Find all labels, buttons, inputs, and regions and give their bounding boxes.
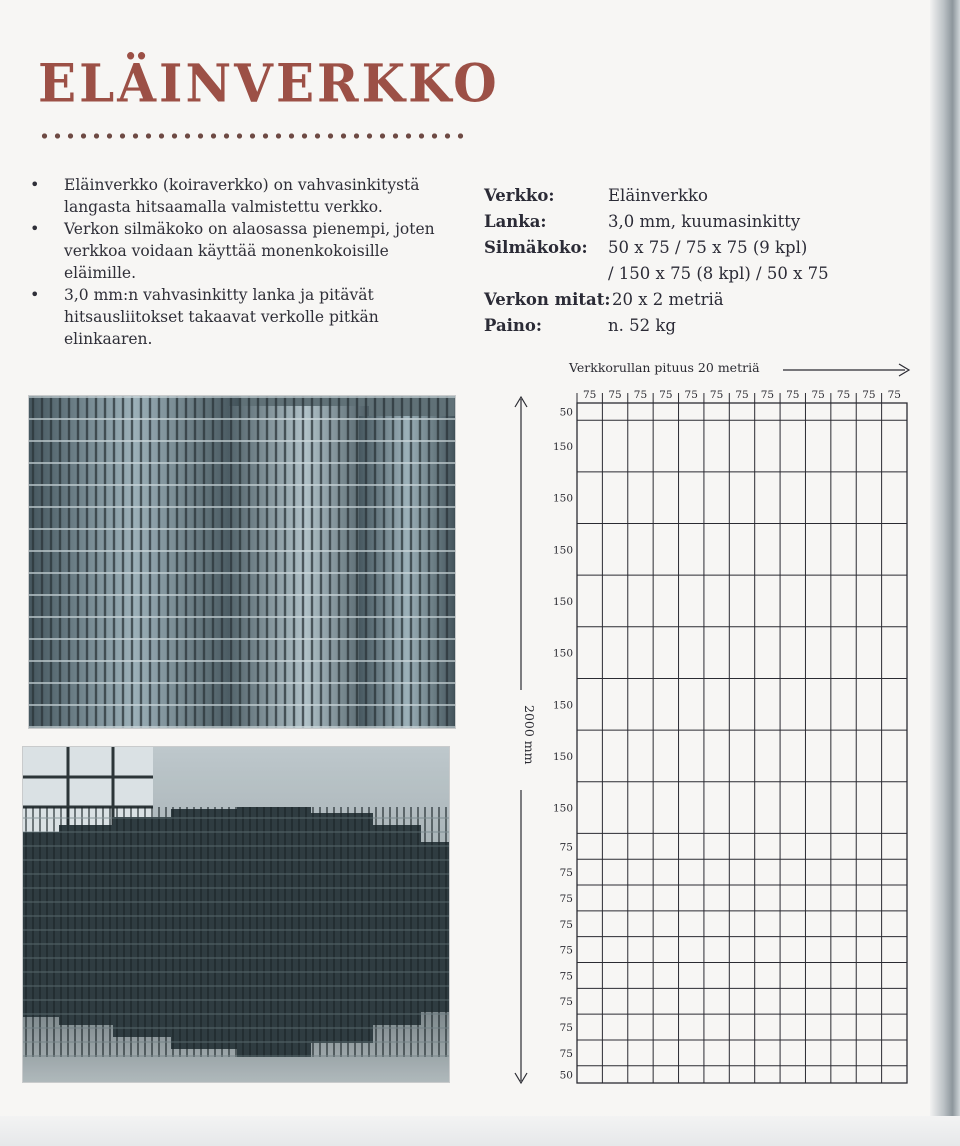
row-label: 75 bbox=[559, 892, 573, 905]
spec-value: 20 x 2 metriä bbox=[612, 290, 724, 309]
row-label: 75 bbox=[559, 944, 573, 957]
page-edge-shadow bbox=[930, 0, 960, 1146]
mesh-grid bbox=[577, 403, 907, 1083]
feature-list bbox=[30, 174, 460, 350]
wire-mesh-rolls-closeup-image bbox=[29, 396, 455, 728]
height-label: 2000 mm bbox=[522, 705, 537, 765]
list-item-text: Eläinverkko (koiraverkko) on vahvasinkitystä langasta hitsaamalla valmistettu verkko. bbox=[64, 176, 420, 216]
column-label: 75 bbox=[862, 389, 876, 401]
row-label: 50 bbox=[559, 1069, 573, 1082]
row-label: 75 bbox=[559, 970, 573, 983]
row-label: 150 bbox=[552, 492, 573, 505]
row-label: 75 bbox=[559, 867, 573, 880]
list-item-text: Verkon silmäkoko on alaosassa pienempi, joten verkkoa voidaan käyttää monenkokoisille eläimille. bbox=[64, 220, 435, 282]
row-label: 150 bbox=[552, 441, 573, 454]
dotted-divider bbox=[38, 130, 464, 142]
list-item bbox=[30, 174, 460, 218]
row-label: 150 bbox=[552, 647, 573, 660]
row-label: 75 bbox=[559, 918, 573, 931]
column-label: 75 bbox=[811, 389, 825, 401]
row-label: 75 bbox=[559, 1047, 573, 1060]
bullet-icon: • bbox=[30, 175, 40, 194]
spec-label: Verkko: bbox=[484, 186, 555, 205]
column-label: 75 bbox=[709, 389, 724, 401]
mesh-dimension-diagram bbox=[505, 355, 925, 1095]
row-label: 75 bbox=[559, 841, 573, 854]
column-label: 75 bbox=[608, 389, 622, 401]
row-label: 150 bbox=[552, 750, 573, 763]
column-label: 75 bbox=[583, 389, 597, 401]
spec-label: Verkon mitat: bbox=[484, 290, 611, 309]
row-label: 150 bbox=[552, 699, 573, 712]
column-label: 75 bbox=[836, 389, 851, 401]
column-label: 75 bbox=[786, 389, 800, 401]
spec-label: Silmäkoko: bbox=[484, 238, 588, 257]
row-label: 150 bbox=[552, 595, 573, 608]
row-label: 50 bbox=[559, 406, 573, 419]
page-title: ELÄINVERKKO bbox=[38, 52, 500, 114]
column-label: 75 bbox=[684, 389, 698, 401]
spec-value: / 150 x 75 (8 kpl) / 50 x 75 bbox=[608, 264, 829, 283]
list-item bbox=[30, 218, 460, 284]
length-label: Verkkorullan pituus 20 metriä bbox=[569, 360, 760, 375]
column-label: 75 bbox=[633, 389, 648, 401]
list-item bbox=[30, 284, 460, 350]
column-label: 75 bbox=[735, 389, 749, 401]
height-dimension bbox=[515, 397, 537, 1083]
column-label: 75 bbox=[887, 389, 901, 401]
bullet-icon: • bbox=[30, 219, 40, 238]
grid-border bbox=[577, 403, 907, 1083]
page-bottom-edge bbox=[0, 1116, 960, 1146]
row-label: 150 bbox=[552, 802, 573, 815]
row-labels bbox=[553, 407, 573, 1082]
wire-mesh-rolls-warehouse-image bbox=[23, 747, 449, 1082]
row-label: 75 bbox=[559, 996, 573, 1009]
row-label: 150 bbox=[552, 544, 573, 557]
row-label: 75 bbox=[559, 1022, 573, 1035]
spec-value: 3,0 mm, kuumasinkitty bbox=[608, 212, 801, 231]
column-label: 75 bbox=[659, 389, 673, 401]
column-labels bbox=[577, 389, 901, 403]
spec-label: Paino: bbox=[484, 316, 543, 335]
bullet-icon: • bbox=[30, 285, 40, 304]
spec-label: Lanka: bbox=[484, 212, 547, 231]
column-label: 75 bbox=[760, 389, 775, 401]
spec-value: Eläinverkko bbox=[608, 186, 708, 205]
spec-value: 50 x 75 / 75 x 75 (9 kpl) bbox=[608, 238, 808, 257]
mesh-rolls-closeup-photo bbox=[28, 395, 456, 729]
mesh-rolls-warehouse-photo bbox=[22, 746, 450, 1083]
spec-value: n. 52 kg bbox=[608, 316, 676, 335]
list-item-text: 3,0 mm:n vahvasinkitty lanka ja pitävät hitsausliitokset takaavat verkolle pitkän elinkaaren. bbox=[64, 286, 379, 348]
